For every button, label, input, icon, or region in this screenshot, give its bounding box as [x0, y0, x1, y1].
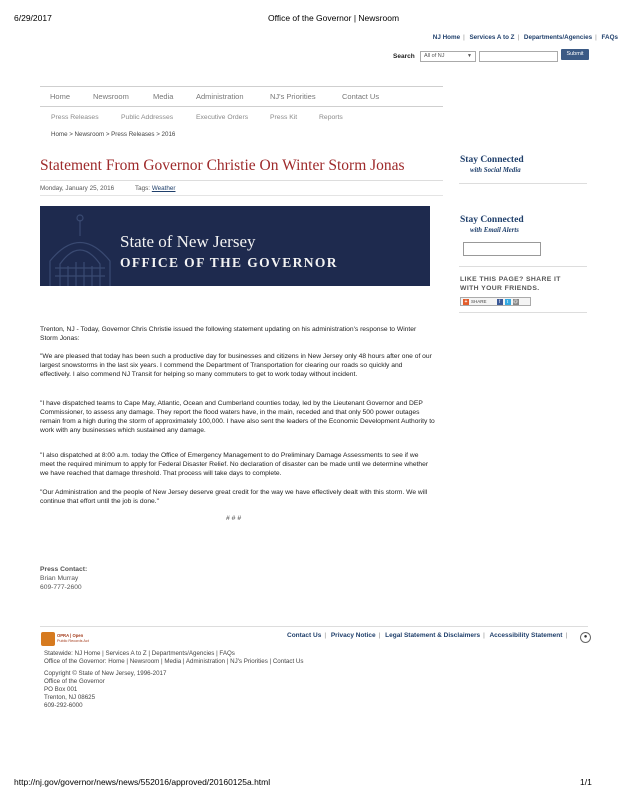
subnav-reports[interactable]: Reports: [319, 114, 343, 121]
subnav-public-addresses[interactable]: Public Addresses: [121, 114, 174, 121]
top-link-faqs[interactable]: FAQs: [601, 34, 618, 41]
banner-line-office: OFFICE OF THE GOVERNOR: [120, 255, 338, 270]
article-date: Monday, January 25, 2016: [40, 185, 115, 192]
footer-address: Office of the Governor: [44, 678, 105, 685]
page-title: Statement From Governor Christie On Winter Storm Jonas: [40, 157, 405, 174]
nav-home[interactable]: Home: [50, 92, 71, 101]
top-link-services[interactable]: Services A to Z: [469, 34, 515, 41]
submit-button[interactable]: Submit: [561, 49, 589, 60]
article-paragraph: "Our Administration and the people of New Jersey deserve great credit for the way we have effectively dealt with this storm. We will continue that effort until the job is done.": [40, 489, 428, 506]
footer-address: Trenton, NJ 08625: [44, 694, 96, 701]
search-label: Search: [393, 53, 415, 60]
email-icon: @: [513, 298, 518, 304]
print-url: http://nj.gov/governor/news/news/552016/approved/20160125a.html: [14, 777, 271, 787]
subnav-press-kit[interactable]: Press Kit: [270, 114, 298, 121]
search-input[interactable]: [479, 51, 558, 62]
article-paragraph: "I have dispatched teams to Cape May, Atlantic, Ocean and Cumberland counties today, led by the Lieutenant Governor and DEP Commissioner, to assess any damage. They report the flood waters have, in the main, receded and that only 500 power outages remain from a high during the storm of approximately 100,000. I have also sent the leaders of the Economic Development Authority to work with any businesses which sustained any damage.: [40, 400, 435, 435]
top-links: NJ Home | Services A to Z | Departments/Agencies | FAQs: [432, 34, 618, 41]
article-tags: [135, 185, 176, 192]
chevron-down-icon: ▼: [467, 53, 472, 59]
tag-link-weather[interactable]: Weather: [151, 185, 176, 192]
breadcrumb: Home > Newsroom > Press Releases > 2016: [51, 131, 176, 138]
title-divider: [40, 180, 443, 181]
governor-banner: [40, 206, 430, 286]
article-paragraph: Trenton, NJ - Today, Governor Chris Christie issued the following statement updating on his administration's response to Winter Storm Jonas:: [40, 326, 417, 343]
email-sub[interactable]: with Email Alerts: [470, 227, 519, 234]
share-button[interactable]: [460, 297, 531, 306]
press-contact-label: Press Contact:: [40, 566, 88, 573]
social-sub[interactable]: with Social Media: [470, 167, 521, 174]
opra-logo-icon: [41, 632, 55, 646]
date-divider: [40, 195, 443, 196]
sidebar-divider: [459, 266, 587, 267]
top-link-departments[interactable]: Departments/Agencies: [523, 34, 593, 41]
press-contact-phone: 609-777-2600: [40, 584, 82, 591]
footer-link-privacy[interactable]: Privacy Notice: [330, 632, 376, 639]
footer-link-legal[interactable]: Legal Statement & Disclaimers: [385, 632, 481, 639]
footer-address: PO Box 001: [44, 686, 78, 693]
article-paragraph: "We are pleased that today has been such a productive day for businesses and citizens in New Jersey only 48 hours after one of our largest snowstorms in the last six years. I commend the Department of Transportation for clearing our roads so quickly and effectively. I also commend NJ Transit for helping so many commuters to get to work today without incident.: [40, 353, 432, 379]
search-scope-value: All of NJ: [424, 53, 445, 59]
top-link-nj-home[interactable]: NJ Home: [432, 34, 461, 41]
main-nav: [40, 86, 443, 107]
print-date: 6/29/2017: [14, 13, 52, 23]
twitter-icon: t: [505, 299, 511, 305]
footer-link-accessibility[interactable]: Accessibility Statement: [489, 632, 563, 639]
footer-office: Office of the Governor: Home | Newsroom | Media | Administration | NJ's Priorities | Contact Us: [44, 658, 304, 665]
sidebar-divider: [459, 312, 587, 313]
accessibility-icon[interactable]: ●: [580, 632, 591, 643]
end-mark: # # #: [226, 515, 242, 522]
opra-logo[interactable]: [41, 632, 89, 646]
opra-logo-sub: Public Records Act: [57, 639, 89, 643]
nav-contact[interactable]: Contact Us: [342, 92, 380, 101]
opra-logo-title: OPRA | Open: [57, 633, 84, 638]
facebook-icon: f: [497, 299, 503, 305]
like-share-text: LIKE THIS PAGE? SHARE IT WITH YOUR FRIENDS.: [460, 276, 561, 292]
sidebar-divider: [459, 183, 587, 184]
footer-copyright: Copyright © State of New Jersey, 1996-2017: [44, 670, 167, 677]
banner-line-state: State of New Jersey: [120, 232, 256, 251]
email-title: Stay Connected: [460, 215, 524, 225]
article-paragraph: "I also dispatched at 8:00 a.m. today the Office of Emergency Management to do Preliminary Damage Assessments to see if we meet the required minimum to apply for Federal Disaster Relief. No declaration of disaster can be made until we determine whether we have reached that damage threshold. That process will take days to complete.: [40, 452, 429, 478]
footer-address: 609-292-6000: [44, 702, 83, 709]
share-label: SHARE: [471, 299, 487, 304]
plus-icon: +: [464, 298, 468, 305]
email-alert-input[interactable]: [463, 242, 541, 256]
footer-divider: [40, 626, 588, 627]
footer-link-contact[interactable]: Contact Us: [287, 632, 322, 639]
nav-newsroom[interactable]: Newsroom: [93, 92, 129, 101]
nav-media[interactable]: Media: [153, 92, 174, 101]
print-page-number: 1/1: [580, 777, 592, 787]
footer-statewide: Statewide: NJ Home | Services A to Z | Departments/Agencies | FAQs: [44, 650, 235, 657]
subnav-executive-orders[interactable]: Executive Orders: [196, 114, 249, 121]
social-title: Stay Connected: [460, 155, 524, 165]
footer-links: Contact Us | Privacy Notice | Legal Statement & Disclaimers | Accessibility Statement |: [287, 632, 568, 639]
search-scope-select[interactable]: [420, 51, 476, 62]
capitol-dome-icon: [40, 206, 120, 286]
tags-label: Tags:: [135, 185, 151, 192]
press-contact-name: Brian Murray: [40, 575, 79, 582]
nav-priorities[interactable]: NJ's Priorities: [270, 92, 316, 101]
print-page-title: Office of the Governor | Newsroom: [268, 13, 400, 23]
nav-administration[interactable]: Administration: [196, 92, 244, 101]
subnav-press-releases[interactable]: Press Releases: [51, 114, 99, 121]
